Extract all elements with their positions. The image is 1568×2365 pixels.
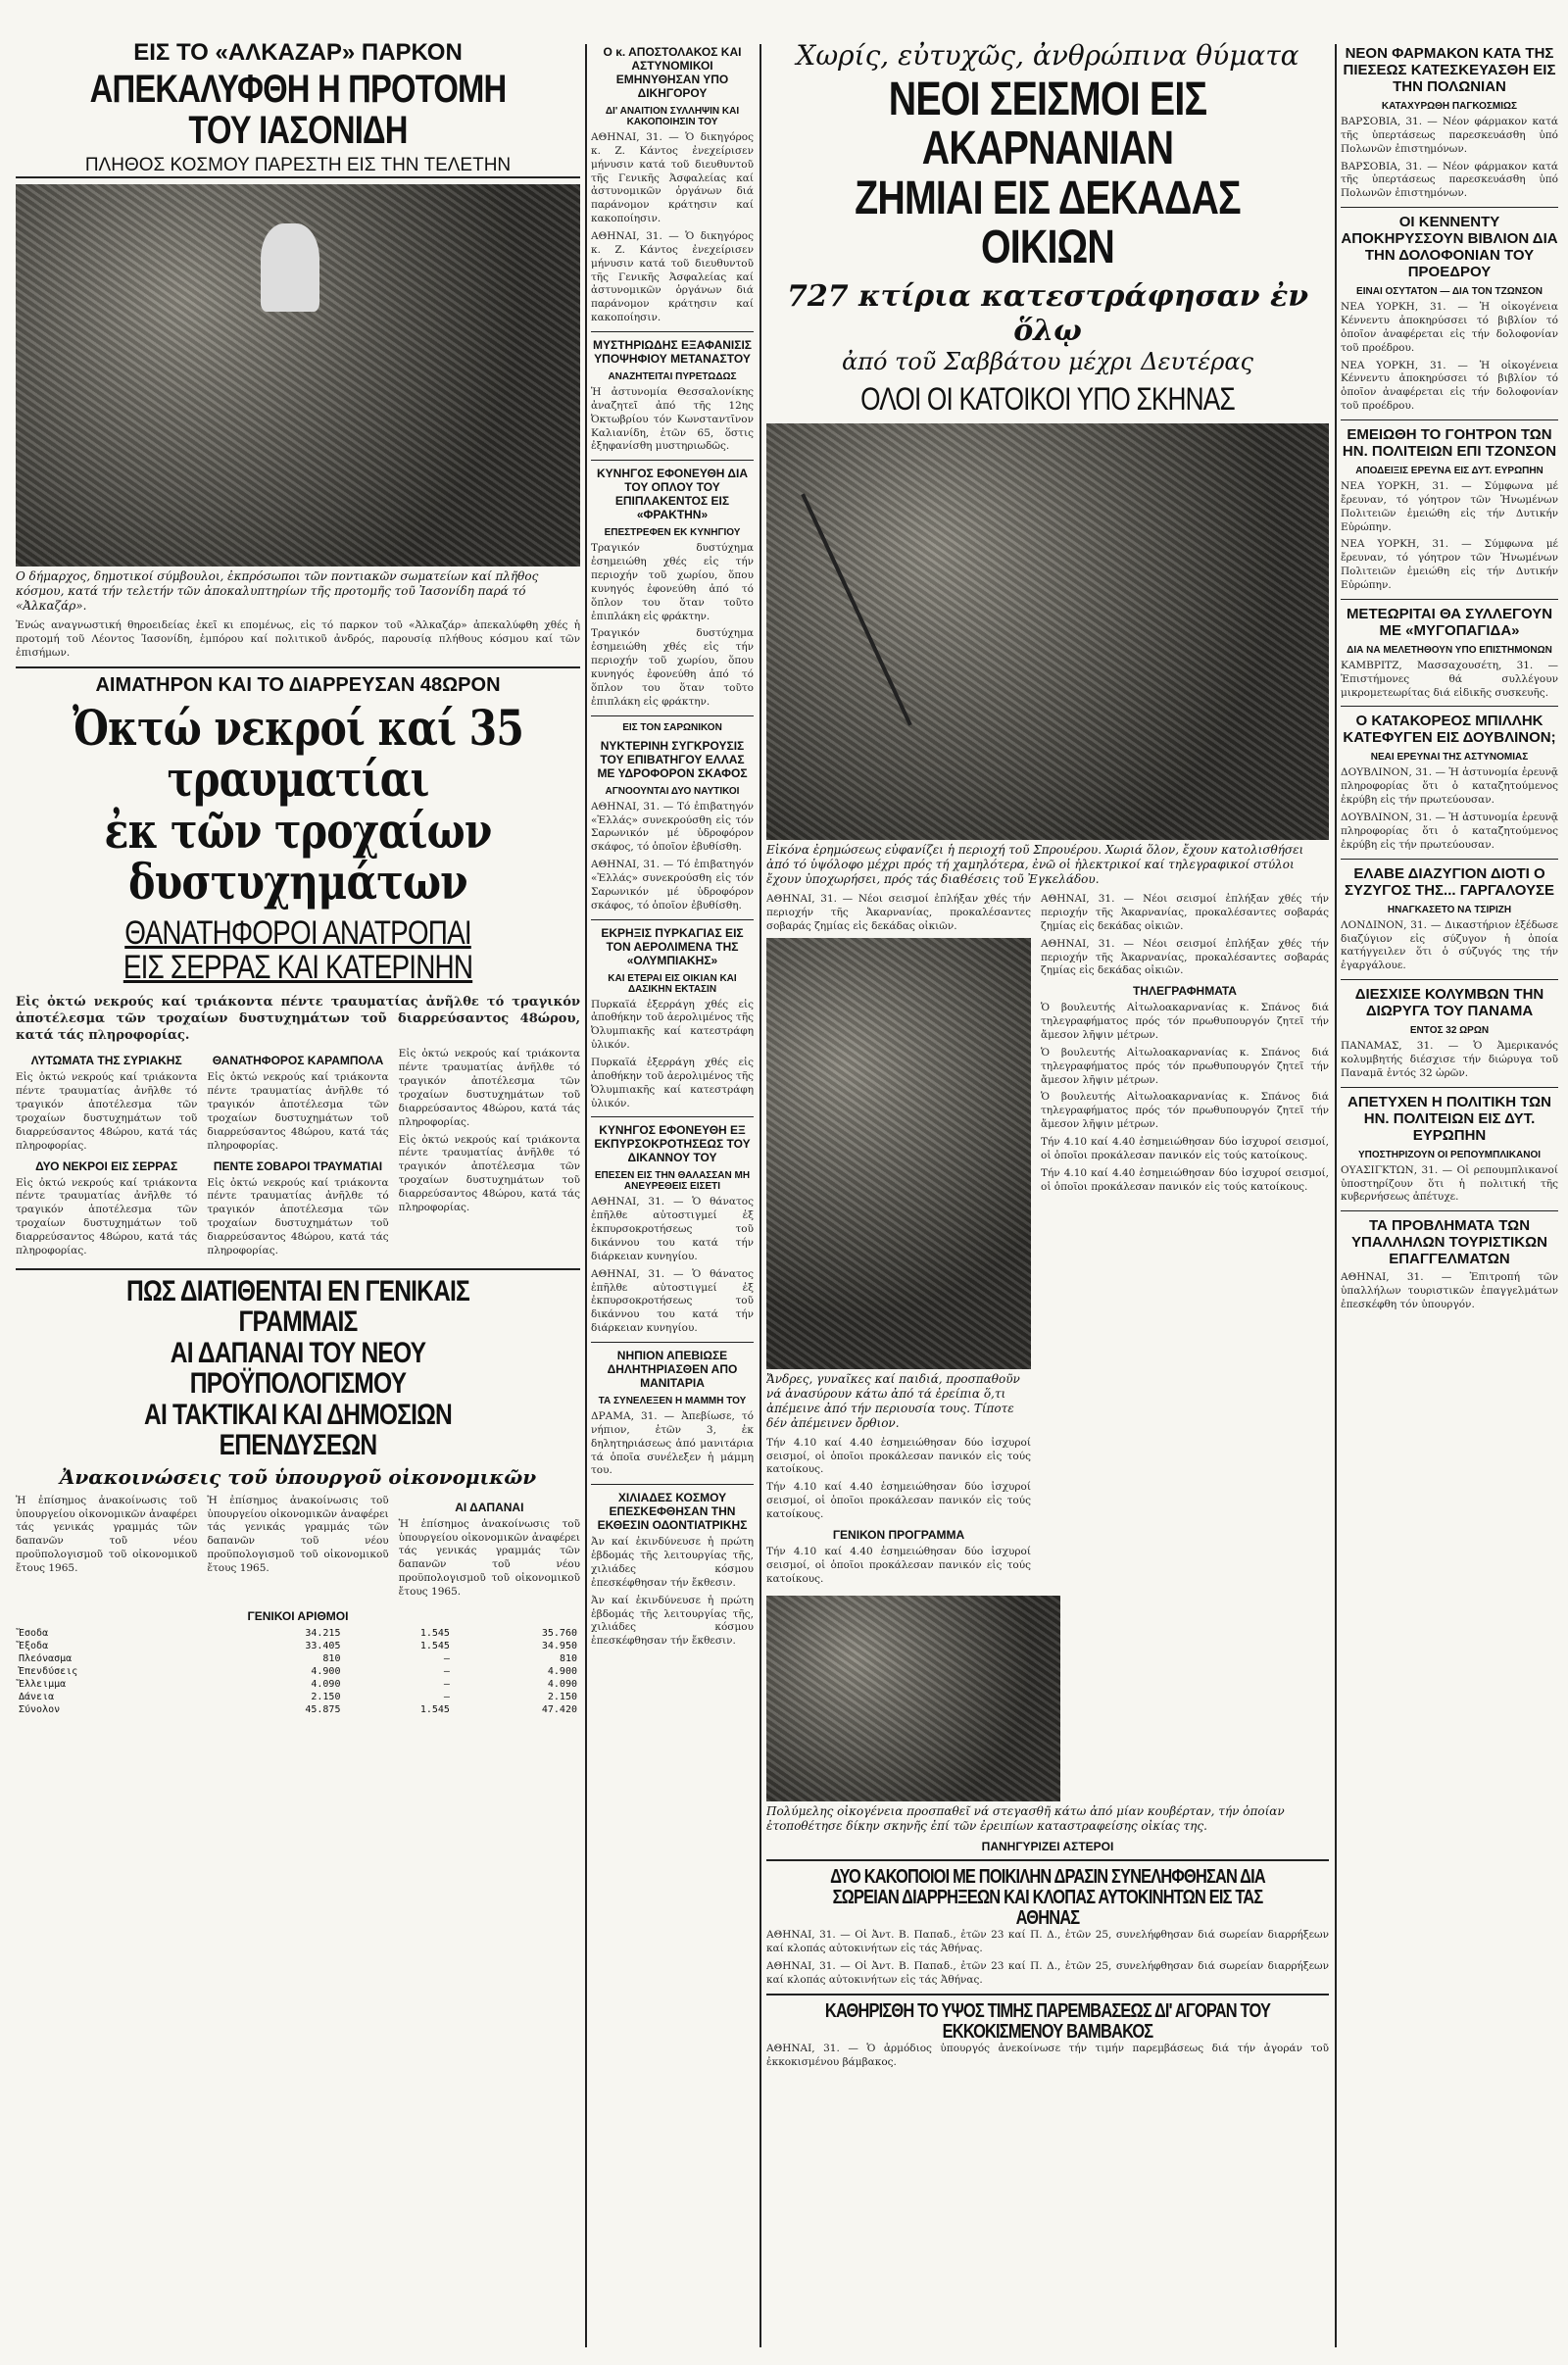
program-subhead: ΓΕΝΙΚΟΝ ΠΡΟΓΡΑΜΜΑ (832, 1527, 965, 1542)
prestige-body: ΝΕΑ ΥΟΡΚΗ, 31. — Σύμφωνα μέ ἔρευναν, τό γόητρον τῶν Ἡνωμένων Πολιτειῶν ἐμειώθη εἰς τήν Δυτικήν Εὐρώπην. (1341, 480, 1558, 533)
divorce-headline: ΕΛΑΒΕ ΔΙΑΖΥΓΙΟΝ ΔΙΟΤΙ Ο ΣΥΖΥΓΟΣ ΤΗΣ... ΓΑΡΓΑΛΟΥΣΕ (1345, 864, 1554, 899)
ceremony-photo (16, 184, 580, 567)
prestige-subhead: ΑΠΟΔΕΙΞΙΣ ΕΡΕΥΝΑ ΕΙΣ ΔΥΤ. ΕΥΡΩΠΗΝ (1355, 466, 1544, 477)
budget-subhead: ΑΙ ΔΑΠΑΝΑΙ (455, 1500, 524, 1514)
traffic-headline-2: ἐκ τῶν τροχαίων δυστυχημάτων (104, 801, 492, 912)
traffic-story-text: Εἰς ὀκτώ νεκρούς καί τριάκοντα πέντε τραυματίας ἀνῆλθε τό τραγικόν ἀποτέλεσμα τῶν τροχαίων δυστυχημάτων τοῦ διαρρεύσαντος 48ώρου, κατά τάς πληροφορίας. (16, 1176, 198, 1256)
budget-table-row (16, 1640, 580, 1652)
tourism-headline: ΤΑ ΠΡΟΒΛΗΜΑΤΑ ΤΩΝ ΥΠΑΛΛΗΛΩΝ ΤΟΥΡΙΣΤΙΚΩΝ ΕΠΑΓΓΕΛΜΑΤΩΝ (1351, 1217, 1547, 1268)
us-policy-headline: ΑΠΕΤΥΧΕΝ Η ΠΟΛΙΤΙΚΗ ΤΩΝ ΗΝ. ΠΟΛΙΤΕΙΩΝ ΕΙΣ ΔΥΤ. ΕΥΡΩΠΗΝ (1347, 1093, 1552, 1144)
billik-body: ΔΟΥΒΛΙΝΟΝ, 31. — Ἡ ἀστυνομία ἐρευνᾷ πληροφορίας ὅτι ὁ καταζητούμενος ἐκρύβη εἰς τήν πρωτεύουσαν. (1341, 812, 1558, 851)
celebration-subhead: ΠΑΝΗΓΥΡΙΖΕΙ ΑΣΤΕΡΟΙ (981, 1840, 1114, 1854)
traffic-story-text: Εἰς ὀκτώ νεκρούς καί τριάκοντα πέντε τραυματίας ἀνῆλθε τό τραγικόν ἀποτέλεσμα τῶν τροχαίων δυστυχημάτων τοῦ διαρρεύσαντος 48ώρου, κατά τάς πληροφορίας. (16, 1071, 198, 1152)
fatal-headline-1: ΘΑΝΑΤΗΦΟΡΟΙ ΑΝΑΤΡΟΠΑΙ (124, 913, 471, 952)
panama-headline: ΔΙΕΣΧΙΣΕ ΚΟΛΥΜΒΩΝ ΤΗΝ ΔΙΩΡΥΓΑ ΤΟΥ ΠΑΝΑΜΑ (1354, 986, 1544, 1020)
budget-table-cell: 45.875 (305, 1703, 341, 1715)
bust-subhead: ΠΛΗΘΟΣ ΚΟΣΜΟΥ ΠΑΡΕΣΤΗ ΕΙΣ ΤΗΝ ΤΕΛΕΤΗΝ (16, 155, 580, 178)
quake-body: Ὁ βουλευτής Αἰτωλοακαρνανίας κ. Σπάνος διά τηλεγραφήματος πρός τόν πρωθυπουργόν ζητεῖ τήν ἄμεσον λῆψιν μέτρων. (1041, 1046, 1329, 1086)
collision-body: ΑΘΗΝΑΙ, 31. — Τό ἐπιβατηγόν «Ἑλλάς» συνεκρούσθη εἰς τόν Σαρωνικόν μέ ὑδροφόρον σκάφος, τό ὁποῖον ἐβυθίσθη. (591, 800, 754, 854)
cotton-headline: ΚΑΘΗΡΙΣΘΗ ΤΟ ΥΨΟΣ ΤΙΜΗΣ ΠΑΡΕΜΒΑΣΕΩΣ ΔΙ' ΑΓΟΡΑΝ ΤΟΥ ΕΚΚΟΚΙΣΜΕΝΟΥ ΒΑΜΒΑΚΟΣ (824, 1999, 1271, 2043)
fire-body: Πυρκαϊά ἐξερράγη χθές εἰς ἀποθήκην τοῦ ἀερολιμένος τῆς Ὀλυμπιακῆς καί κατεστράφη ὑλικόν. (591, 998, 754, 1052)
budget-table-row (16, 1678, 580, 1691)
collision-subhead: ΑΓΝΟΟΥΝΤΑΙ ΔΥΟ ΝΑΥΤΙΚΟΙ (605, 785, 740, 797)
traffic-subhead: ΠΕΝΤΕ ΣΟΒΑΡΟΙ ΤΡΑΥΜΑΤΙΑΙ (213, 1158, 383, 1173)
column-2 (591, 39, 754, 1652)
kennedy-subhead: ΕΙΝΑΙ ΟΣΥΤΑΤΟΝ — ΔΙΑ ΤΟΝ ΤΖΩΝΣΟΝ (1356, 286, 1543, 298)
budget-table-row (16, 1665, 580, 1678)
quake-body: Ὁ βουλευτής Αἰτωλοακαρνανίας κ. Σπάνος διά τηλεγραφήματος πρός τόν πρωθυπουργόν ζητεῖ τήν ἄμεσον λῆψιν μέτρων. (1041, 1091, 1329, 1131)
prestige-body: ΝΕΑ ΥΟΡΚΗ, 31. — Σύμφωνα μέ ἔρευναν, τό γόητρον τῶν Ἡνωμένων Πολιτειῶν ἐμειώθη εἰς τήν Δυτικήν Εὐρώπην. (1341, 538, 1558, 592)
quake-headline-2: ΖΗΜΙΑΙ ΕΙΣ ΔΕΚΑΔΑΣ ΟΙΚΙΩΝ (855, 172, 1241, 274)
bust-statue-shape (261, 223, 319, 312)
quake-body: ΑΘΗΝΑΙ, 31. — Νέοι σεισμοί ἐπλήξαν χθές τήν περιοχήν τῆς Ἀκαρνανίας, προκαλέσαντες σοβαράς ζημίας εἰς δεκάδας οἰκιῶν. (766, 893, 1031, 932)
divorce-body: ΛΟΝΔΙΝΟΝ, 31. — Δικαστήριον ἐξέδωσε διαζύγιον εἰς σύζυγον ἡ ὁποία κατήγγειλεν ὅτι ὁ σύζυγός της τήν ἐγαργάλουε. (1341, 918, 1558, 972)
quake-headline-1: ΝΕΟΙ ΣΕΙΣΜΟΙ ΕΙΣ ΑΚΑΡΝΑΝΙΑΝ (888, 74, 1207, 175)
budget-table-title: ΓΕΝΙΚΟΙ ΑΡΙΘΜΟΙ (247, 1608, 349, 1623)
budget-body: Ἡ ἐπίσημος ἀνακοίνωσις τοῦ ὑπουργείου οἰκονομικῶν ἀναφέρει τάς γενικάς γραμμάς τῶν δαπανῶν τοῦ νέου προϋπολογισμοῦ τοῦ οἰκονομικοῦ ἔτους 1965. (16, 1494, 198, 1575)
quake-body: Τήν 4.10 καί 4.40 ἐσημειώθησαν δύο ἰσχυροί σεισμοί, οἱ ὁποῖοι προκάλεσαν πανικόν εἰς τούς κατοίκους. (766, 1481, 1031, 1521)
lawyer-headline: Ο κ. ΑΠΟΣΤΟΛΑΚΟΣ ΚΑΙ ΑΣΤΥΝΟΜΙΚΟΙ ΕΜΗΝΥΘΗΣΑΝ ΥΠΟ ΔΙΚΗΓΟΡΟΥ (603, 45, 742, 100)
budget-table-cell: 34.950 (541, 1640, 577, 1651)
column-4 (1341, 39, 1558, 1316)
drug-headline: ΝΕΟΝ ΦΑΡΜΑΚΟΝ ΚΑΤΑ ΤΗΣ ΠΙΕΣΕΩΣ ΚΑΤΕΣΚΕΥΑΣΘΗ ΕΙΣ ΤΗΝ ΠΟΛΩΝΙΑΝ (1343, 45, 1556, 95)
budget-table-cell: Πλεόνασμα (19, 1652, 73, 1664)
budget-table-cell: 810 (559, 1652, 577, 1664)
bust-story-body: Ἐνώς αναγνωστική θηροειδείας ἐκεῖ κι επομένως, εἰς τό παρκον τοῦ «Ἀλκαζάρ» ἀπεκαλύφθη χθές ἡ προτομή τοῦ Λέοντος Ἰασονίδη, ἐμπόρου καί πολιτικοῦ ἀνδρός, παρουσίᾳ πλήθους κόσμου καί τῶν ἐπισήμων. (16, 619, 580, 659)
hunter-subhead: ΕΠΕΣΤΡΕΦΕΝ ΕΚ ΚΥΝΗΓΙΟΥ (604, 527, 741, 539)
budget-table-cell: 35.760 (541, 1627, 577, 1639)
shotgun-subhead: ΕΠΕΣΕΝ ΕΙΣ ΤΗΝ ΘΑΛΑΣΣΑΝ ΜΗ ΑΝΕΥΡΕΘΕΙΣ ΕΙΣΕΤΙ (594, 1170, 751, 1193)
exhibition-body: Ἀν καί ἐκινδύνευσε ἡ πρώτη ἑβδομάς τῆς λειτουργίας τῆς, χιλιάδες κόσμου ἐπεσκέφθησαν τήν ἔκθεσιν. (591, 1536, 754, 1589)
drug-body: ΒΑΡΣΟΒΙΑ, 31. — Νέον φάρμακον κατά τῆς ὑπερτάσεως παρεσκευάσθη ὑπό Πολωνῶν ἐπιστημόνων. (1341, 160, 1558, 200)
emigrant-subhead: ΑΝΑΖΗΤΕΙΤΑΙ ΠΥΡΕΤΩΔΩΣ (608, 371, 737, 383)
budget-headline-2: ΑΙ ΔΑΠΑΝΑΙ ΤΟΥ ΝΕΟΥ ΠΡΟΫΠΟΛΟΓΙΣΜΟΥ (170, 1336, 426, 1401)
collision-headline: ΝΥΚΤΕΡΙΝΗ ΣΥΓΚΡΟΥΣΙΣ ΤΟΥ ΕΠΙΒΑΤΗΓΟΥ ΕΛΛΑΣ ΜΕ ΥΔΡΟΦΟΡΟΝ ΣΚΑΦΟΣ (597, 738, 748, 780)
budget-table-cell: 33.405 (305, 1640, 341, 1651)
budget-table-cell: Δάνεια (19, 1691, 55, 1702)
budget-body: Ἡ ἐπίσημος ἀνακοίνωσις τοῦ ὑπουργείου οἰκονομικῶν ἀναφέρει τάς γενικάς γραμμάς τῶν δαπανῶν τοῦ νέου προϋπολογισμοῦ τοῦ οἰκονομικοῦ ἔτους 1965. (398, 1517, 580, 1599)
budget-headline-1: ΠΩΣ ΔΙΑΤΙΘΕΝΤΑΙ ΕΝ ΓΕΝΙΚΑΙΣ ΓΡΑΜΜΑΙΣ (125, 1274, 470, 1339)
burglars-body: ΑΘΗΝΑΙ, 31. — Οἱ Ἀντ. Β. Παπαδ., ἐτῶν 23 καί Π. Δ., ἐτῶν 25, συνελήφθησαν διά σωρείαν διαρρήξεων καί κλοπάς αὐτοκινήτων εἰς τάς Ἀθήνας. (766, 1960, 1329, 1987)
lawyer-body: ΑΘΗΝΑΙ, 31. — Ὁ δικηγόρος κ. Ζ. Κάντος ἐνεχείρισεν μήνυσιν κατά τοῦ διευθυντοῦ τῆς Γενικῆς Ἀσφαλείας καί ἀστυνομικῶν ὀργάνων διά παράνομον κράτησιν καί κακοποίησιν. (591, 131, 754, 225)
budget-table-cell: 2.150 (311, 1691, 341, 1702)
lawyer-subhead: ΔΙ' ΑΝΑΙΤΙΟΝ ΣΥΛΛΗΨΙΝ ΚΑΙ ΚΑΚΟΠΟΙΗΣΙΝ ΤΟΥ (605, 106, 740, 127)
budget-table-row (16, 1691, 580, 1703)
tent-family-caption: Πολύμελης οἰκογένεια προσπαθεῖ νά στεγασθῆ κάτω ἀπό μίαν κουβέρταν, τήν ὁποίαν ἐτοποθέτησε δίκην σκηνῆς ἐπί τῶν ἐρειπίων καταστραφείσης οἰκίας της. (766, 1804, 1285, 1834)
quake-italic-2: ἀπό τοῦ Σαββάτου μέχρι Δευτέρας (842, 347, 1253, 375)
traffic-story-text: Εἰς ὀκτώ νεκρούς καί τριάκοντα πέντε τραυματίας ἀνῆλθε τό τραγικόν ἀποτέλεσμα τῶν τροχαίων δυστυχημάτων τοῦ διαρρεύσαντος 48ώρου, κατά τάς πληροφορίας. (207, 1071, 389, 1152)
us-policy-body: ΟΥΑΣΙΓΚΤΩΝ, 31. — Οἱ ρεπουμπλικανοί ὑποστηρίζουν ὅτι ἡ πολιτική τῆς κυβερνήσεως ἀπέτυχε. (1341, 1163, 1558, 1204)
shotgun-headline: ΚΥΝΗΓΟΣ ΕΦΟΝΕΥΘΗ ΕΞ ΕΚΠΥΡΣΟΚΡΟΤΗΣΕΩΣ ΤΟΥ ΔΙΚΑΝΝΟΥ ΤΟΥ (594, 1123, 751, 1165)
budget-table (16, 1627, 580, 1716)
budget-table-cell: Ἔλλειμμα (19, 1678, 67, 1690)
budget-table-cell: — (443, 1678, 450, 1690)
alcazar-kicker: ΕΙΣ ΤΟ «ΑΛΚΑΖΑΡ» ΠΑΡΚΟΝ (133, 39, 463, 66)
budget-table-cell: 4.090 (547, 1678, 577, 1690)
budget-table-cell: 4.900 (547, 1665, 577, 1677)
telegrams-subhead: ΤΗΛΕΓΡΑΦΗΜΑΤΑ (1133, 984, 1237, 999)
budget-table-cell: Ἐπενδύσεις (19, 1665, 78, 1677)
shotgun-body: ΑΘΗΝΑΙ, 31. — Ὁ θάνατος ἐπῆλθε αὐτοστιγμεί ἐξ ἐκπυρσοκροτήσεως τοῦ δικάννου του κατά τήν διάρκειαν κυνηγίου. (591, 1196, 754, 1262)
exhibition-body: Ἀν καί ἐκινδύνευσε ἡ πρώτη ἑβδομάς τῆς λειτουργίας τῆς, χιλιάδες κόσμου ἐπεσκέφθησαν τήν ἔκθεσιν. (591, 1594, 754, 1648)
ceremony-photo-caption: Ο δήμαρχος, δημοτικοί σύμβουλοι, ἐκπρόσωποι τῶν ποντιακῶν σωματείων καί πλῆθος κόσμου, κατά τήν τελετήν τῶν ἀποκαλυπτηρίων τῆς προτομῆς τοῦ Ἰασονίδη παρά τό «Ἀλκαζάρ». (16, 569, 539, 613)
meteorite-headline: ΜΕΤΕΩΡΙΤΑΙ ΘΑ ΣΥΛΛΕΓΟΥΝ ΜΕ «ΜΥΓΟΠΑΓΙΔΑ» (1346, 605, 1553, 639)
landslide-photo (766, 423, 1329, 840)
mushroom-headline: ΝΗΠΙΟΝ ΑΠΕΒΙΩΣΕ ΔΗΛΗΤΗΡΙΑΣΘΕΝ ΑΠΟ ΜΑΝΙΤΑΡΙΑ (607, 1348, 738, 1390)
quake-story-area (766, 893, 1329, 1590)
mushroom-subhead: ΤΑ ΣΥΝΕΛΕΞΕΝ Η ΜΑΜΜΗ ΤΟΥ (598, 1395, 747, 1406)
emigrant-body: Ἡ ἀστυνομία Θεσσαλονίκης ἀναζητεῖ ἀπό τῆς 12ης Ὀκτωβρίου τόν Κωνσταντῖνον Καλιανίδη, ἐτῶν 65, ὅστις ἐξηφανίσθη μυστηριωδῶς. (591, 386, 754, 453)
billik-headline: Ο ΚΑΤΑΚΟΡΕΟΣ ΜΠΙΛΛΗΚ ΚΑΤΕΦΥΓΕΝ ΕΙΣ ΔΟΥΒΛΙΝΟΝ; (1343, 713, 1556, 747)
budget-table-cell: 34.215 (305, 1627, 341, 1639)
traffic-story-columns (16, 1048, 580, 1261)
kennedy-body: ΝΕΑ ΥΟΡΚΗ, 31. — Ἡ οἰκογένεια Κέννεντυ ἀποκηρύσσει τό βιβλίον τό ὁποῖον ἀναφέρεται εἰς τήν δολοφονίαν τοῦ προέδρου. (1341, 359, 1558, 413)
quake-body: Τήν 4.10 καί 4.40 ἐσημειώθησαν δύο ἰσχυροί σεισμοί, οἱ ὁποῖοι προκάλεσαν πανικόν εἰς τούς κατοίκους. (1041, 1136, 1329, 1161)
budget-table-row (16, 1652, 580, 1665)
budget-table-cell: 1.545 (419, 1703, 450, 1715)
drug-subhead: ΚΑΤΑΧΥΡΩΘΗ ΠΑΓΚΟΣΜΙΩΣ (1381, 101, 1518, 112)
hunter-body: Τραγικόν δυστύχημα ἐσημειώθη χθές εἰς τήν περιοχήν τοῦ χωρίου, ὅπου κυνηγός ἐφονεύθη ἀπό τό ὅπλον του ὅταν τοῦτο ἐπιπλάκη εἰς φράκτην. (591, 627, 754, 708)
budget-table-cell: 2.150 (547, 1691, 577, 1702)
collision-body: ΑΘΗΝΑΙ, 31. — Τό ἐπιβατηγόν «Ἑλλάς» συνεκρούσθη εἰς τόν Σαρωνικόν μέ ὑδροφόρον σκάφος, τό ὁποῖον ἐβυθίσθη. (591, 859, 754, 912)
quake-body: ΑΘΗΝΑΙ, 31. — Νέοι σεισμοί ἐπλήξαν χθές τήν περιοχήν τῆς Ἀκαρνανίας, προκαλέσαντες σοβαράς ζημίας εἰς δεκάδας οἰκιῶν. (1041, 937, 1329, 977)
traffic-headline-1: Ὀκτώ νεκροί καί 35 τραυματίαι (72, 698, 524, 809)
budget-body: Ἡ ἐπίσημος ἀνακοίνωσις τοῦ ὑπουργείου οἰκονομικῶν ἀναφέρει τάς γενικάς γραμμάς τῶν δαπανῶν τοῦ νέου προϋπολογισμοῦ τοῦ οἰκονομικοῦ ἔτους 1965. (207, 1494, 389, 1575)
traffic-story-text: Εἰς ὀκτώ νεκρούς καί τριάκοντα πέντε τραυματίας ἀνῆλθε τό τραγικόν ἀποτέλεσμα τῶν τροχαίων δυστυχημάτων τοῦ διαρρεύσαντος 48ώρου, κατά τάς πληροφορίας. (398, 1048, 580, 1128)
traffic-kicker: ΑΙΜΑΤΗΡΟΝ ΚΑΙ ΤΟ ΔΙΑΡΡΕΥΣΑΝ 48ΩΡΟΝ (95, 673, 501, 696)
traffic-lead: Εἰς ὀκτώ νεκρούς καί τριάκοντα πέντε τραυματίας ἀνῆλθε τό τραγικόν ἀποτέλεσμα τῶν τροχαίων δυστυχημάτων τοῦ διαρρεύσαντος 48ώρου, κατά τάς πληροφορίας. (16, 994, 580, 1044)
budget-table-cell: 4.900 (311, 1665, 341, 1677)
cotton-body: ΑΘΗΝΑΙ, 31. — Ὁ ἁρμόδιος ὑπουργός ἀνεκοίνωσε τήν τιμήν παρεμβάσεως διά τήν ἀγοράν τοῦ ἐκκοκισμένου βάμβακος. (766, 2042, 1329, 2068)
meteorite-subhead: ΔΙΑ ΝΑ ΜΕΛΕΤΗΘΟΥΝ ΥΠΟ ΕΠΙΣΤΗΜΟΝΩΝ (1347, 644, 1552, 656)
hunter-headline: ΚΥΝΗΓΟΣ ΕΦΟΝΕΥΘΗ ΔΙΑ ΤΟΥ ΟΠΛΟΥ ΤΟΥ ΕΠΙΠΛΑΚΕΝΤΟΣ ΕΙΣ «ΦΡΑΚΤΗΝ» (596, 467, 748, 522)
fire-body: Πυρκαϊά ἐξερράγη χθές εἰς ἀποθήκην τοῦ ἀερολιμένος τῆς Ὀλυμπιακῆς καί κατεστράφη ὑλικόν. (591, 1056, 754, 1109)
billik-body: ΔΟΥΒΛΙΝΟΝ, 31. — Ἡ ἀστυνομία ἐρευνᾷ πληροφορίας ὅτι ὁ καταζητούμενος ἐκρύβη εἰς τήν πρωτεύουσαν. (1341, 766, 1558, 807)
budget-table-cell: — (443, 1691, 450, 1702)
budget-table-cell: — (443, 1665, 450, 1677)
column-1 (16, 39, 580, 1716)
bust-headline: ΑΠΕΚΑΛΥΦΘΗ Η ΠΡΟΤΟΜΗ ΤΟΥ ΙΑΣΟΝΙΔΗ (89, 68, 507, 152)
traffic-story-text: Εἰς ὀκτώ νεκρούς καί τριάκοντα πέντε τραυματίας ἀνῆλθε τό τραγικόν ἀποτέλεσμα τῶν τροχαίων δυστυχημάτων τοῦ διαρρεύσαντος 48ώρου, κατά τάς πληροφορίας. (398, 1133, 580, 1213)
budget-table-cell: Σύνολον (19, 1703, 61, 1715)
traffic-subhead: ΔΥΟ ΝΕΚΡΟΙ ΕΙΣ ΣΕΡΡΑΣ (35, 1158, 178, 1173)
panama-body: ΠΑΝΑΜΑΣ, 31. — Ὁ Ἀμερικανός κολυμβητής διέσχισε τήν διώρυγα τοῦ Παναμᾶ ἐντός 32 ὡρῶν. (1341, 1040, 1558, 1079)
panama-subhead: ΕΝΤΟΣ 32 ΩΡΩΝ (1409, 1025, 1490, 1037)
budget-table-cell: Ἔξοδα (19, 1640, 49, 1651)
budget-table-cell: — (443, 1652, 450, 1664)
fire-headline: ΕΚΡΗΞΙΣ ΠΥΡΚΑΓΙΑΣ ΕΙΣ ΤΟΝ ΑΕΡΟΛΙΜΕΝΑ ΤΗΣ «ΟΛΥΜΠΙΑΚΗΣ» (601, 925, 744, 967)
budget-story-columns (16, 1495, 580, 1603)
emigrant-headline: ΜΥΣΤΗΡΙΩΔΗΣ ΕΞΑΦΑΝΙΣΙΣ ΥΠΟΨΗΦΙΟΥ ΜΕΤΑΝΑΣΤΟΥ (593, 338, 752, 367)
landslide-photo-caption: Εἰκόνα ἐρημώσεως εὐφανίζει ἡ περιοχή τοῦ Σπρουέρου. Χωριά ὅλον, ἔχουν κατολισθήσει ἀπό τό ὑψόλοφο μέχρι πρός τή χαμηλότερα, ἐνῶ οἱ ἠλεκτρικοί καί τηλεγραφικοί στύλοι ἔχουν ὑποχωρήσει, πρός τάς διαθέσεις τοῦ Ἐγκελάδου. (766, 843, 1304, 887)
budget-table-cell: 4.090 (311, 1678, 341, 1690)
drug-body: ΒΑΡΣΟΒΙΑ, 31. — Νέον φάρμακον κατά τῆς ὑπερτάσεως παρεσκευάσθη ὑπό Πολωνῶν ἐπιστημόνων. (1341, 116, 1558, 155)
kennedy-headline: ΟΙ ΚΕΝΝΕΝΤΥ ΑΠΟΚΗΡΥΣΣΟΥΝ ΒΙΒΛΙΟΝ ΔΙΑ ΤΗΝ ΔΟΛΟΦΟΝΙΑΝ ΤΟΥ ΠΡΟΕΔΡΟΥ (1341, 214, 1558, 281)
budget-table-row (16, 1703, 580, 1716)
quake-body: Τήν 4.10 καί 4.40 ἐσημειώθησαν δύο ἰσχυροί σεισμοί, οἱ ὁποῖοι προκάλεσαν πανικόν εἰς τούς κατοίκους. (1041, 1166, 1329, 1193)
quake-kicker: Χωρίς, εὐτυχῶς, ἀνθρώπινα θύματα (796, 39, 1299, 72)
traffic-story-text: Εἰς ὀκτώ νεκρούς καί τριάκοντα πέντε τραυματίας ἀνῆλθε τό τραγικόν ἀποτέλεσμα τῶν τροχαίων δυστυχημάτων τοῦ διαρρεύσαντος 48ώρου, κατά τάς πληροφορίας. (207, 1176, 389, 1256)
divorce-subhead: ΗΝΑΓΚΑΣΕΤΟ ΝΑ ΤΣΙΡΙΖΗ (1387, 904, 1512, 915)
quake-body: ΑΘΗΝΑΙ, 31. — Νέοι σεισμοί ἐπλήξαν χθές τήν περιοχήν τῆς Ἀκαρνανίας, προκαλέσαντες σοβαράς ζημίας εἰς δεκάδας οἰκιῶν. (1041, 893, 1329, 932)
burglars-headline: ΔΥΟ ΚΑΚΟΠΟΙΟΙ ΜΕ ΠΟΙΚΙΛΗΝ ΔΡΑΣΙΝ ΣΥΝΕΛΗΦΘΗΣΑΝ ΔΙΑ ΣΩΡΕΙΑΝ ΔΙΑΡΡΗΞΕΩΝ ΚΑΙ ΚΛΟΠΑΣ ΑΥΤΟΚΙΝΗΤΩΝ ΕΙΣ ΤΑΣ ΑΘΗΝΑΣ (830, 1866, 1265, 1930)
saronic-tag: ΕΙΣ ΤΟΝ ΣΑΡΩΝΙΚΟΝ (622, 721, 722, 733)
traffic-subhead: ΛΥΤΩΜΑΤΑ ΤΗΣ ΣΥΡΙΑΚΗΣ (30, 1054, 182, 1068)
meteorite-body: ΚΑΜΒΡΙΤΖ, Μασσαχουσέτη, 31. — Ἐπιστήμονες θά συλλέγουν μικρομετεωρίτας διά εἰδικῆς συσκευῆς. (1341, 659, 1558, 699)
fire-subhead: ΚΑΙ ΕΤΕΡΑΙ ΕΙΣ ΟΙΚΙΑΝ ΚΑΙ ΔΑΣΙΚΗΝ ΕΚΤΑΣΙΝ (608, 972, 737, 995)
quake-headline-3: ΟΛΟΙ ΟΙ ΚΑΤΟΙΚΟΙ ΥΠΟ ΣΚΗΝΑΣ (860, 380, 1235, 417)
quake-body: Τήν 4.10 καί 4.40 ἐσημειώθησαν δύο ἰσχυροί σεισμοί, οἱ ὁποῖοι προκάλεσαν πανικόν εἰς τούς κατοίκους. (766, 1545, 1031, 1585)
column-3 (766, 39, 1329, 2074)
lawyer-body: ΑΘΗΝΑΙ, 31. — Ὁ δικηγόρος κ. Ζ. Κάντος ἐνεχείρισεν μήνυσιν κατά τοῦ διευθυντοῦ τῆς Γενικῆς Ἀσφαλείας καί ἀστυνομικῶν ὀργάνων διά παράνομον κράτησιν καί κακοποίησιν. (591, 230, 754, 324)
tent-family-photo (766, 1596, 1060, 1801)
hunter-body: Τραγικόν δυστύχημα ἐσημειώθη χθές εἰς τήν περιοχήν τοῦ χωρίου, ὅπου κυνηγός ἐφονεύθη ἀπό τό ὅπλον του ὅταν τοῦτο ἐπιπλάκη εἰς φράκτην. (591, 542, 754, 622)
kennedy-body: ΝΕΑ ΥΟΡΚΗ, 31. — Ἡ οἰκογένεια Κέννεντυ ἀποκηρύσσει τό βιβλίον τό ὁποῖον ἀναφέρεται εἰς τήν δολοφονίαν τοῦ προέδρου. (1341, 301, 1558, 354)
us-policy-subhead: ΥΠΟΣΤΗΡΙΖΟΥΝ ΟΙ ΡΕΠΟΥΜΠΛΙΚΑΝΟΙ (1357, 1149, 1541, 1160)
column-rule (1335, 44, 1337, 2347)
column-rule (585, 44, 587, 2347)
quake-body: Τήν 4.10 καί 4.40 ἐσημειώθησαν δύο ἰσχυροί σεισμοί, οἱ ὁποῖοι προκάλεσαν πανικόν εἰς τούς κατοίκους. (766, 1436, 1031, 1476)
fatal-headline-2: ΕΙΣ ΣΕΡΡΑΣ ΚΑΙ ΚΑΤΕΡΙΝΗΝ (122, 949, 473, 987)
budget-table-cell: 810 (322, 1652, 341, 1664)
traffic-subhead: ΘΑΝΑΤΗΦΟΡΟΣ ΚΑΡΑΜΠΟΛΑ (212, 1054, 384, 1068)
quake-body: Ὁ βουλευτής Αἰτωλοακαρνανίας κ. Σπάνος διά τηλεγραφήματος πρός τόν πρωθυπουργόν ζητεῖ τήν ἄμεσον λῆψιν μέτρων. (1041, 1002, 1329, 1042)
prestige-headline: ΕΜΕΙΩΘΗ ΤΟ ΓΟΗΤΡΟΝ ΤΩΝ ΗΝ. ΠΟΛΙΤΕΙΩΝ ΕΠΙ ΤΖΟΝΣΟΝ (1342, 426, 1557, 461)
budget-italic-sub: Ἀνακοινώσεις τοῦ ὑπουργοῦ οἰκονομικῶν (59, 1464, 537, 1489)
budget-table-cell: 47.420 (541, 1703, 577, 1715)
exhibition-headline: ΧΙΛΙΑΔΕΣ ΚΟΣΜΟΥ ΕΠΕΣΚΕΦΘΗΣΑΝ ΤΗΝ ΕΚΘΕΣΙΝ ΟΔΟΝΤΙΑΤΡΙΚΗΣ (597, 1491, 748, 1533)
burglars-body: ΑΘΗΝΑΙ, 31. — Οἱ Ἀντ. Β. Παπαδ., ἐτῶν 23 καί Π. Δ., ἐτῶν 25, συνελήφθησαν διά σωρείαν διαρρήξεων καί κλοπάς αὐτοκινήτων εἰς τάς Ἀθήνας. (766, 1929, 1329, 1955)
budget-headline-3: ΑΙ ΤΑΚΤΙΚΑΙ ΚΑΙ ΔΗΜΟΣΙΩΝ ΕΠΕΝΔΥΣΕΩΝ (143, 1398, 452, 1462)
ruins-photo (766, 938, 1031, 1369)
mushroom-body: ΔΡΑΜΑ, 31. — Ἀπεβίωσε, τό νήπιον, ἐτῶν 3, ἐκ δηλητηριάσεως ἀπό μανιτάρια τά ὁποῖα συνέλεξεν ἡ μάμμη του. (591, 1409, 754, 1477)
budget-table-row (16, 1627, 580, 1640)
quake-italic-1: 727 κτίρια κατεστράφησαν ἐν ὅλῳ (786, 278, 1309, 348)
budget-table-cell: 1.545 (419, 1640, 450, 1651)
budget-table-cell: Ἔσοδα (19, 1627, 49, 1639)
column-rule (760, 44, 761, 2347)
billik-subhead: ΝΕΑΙ ΕΡΕΥΝΑΙ ΤΗΣ ΑΣΤΥΝΟΜΙΑΣ (1370, 752, 1529, 764)
shotgun-body: ΑΘΗΝΑΙ, 31. — Ὁ θάνατος ἐπῆλθε αὐτοστιγμεί ἐξ ἐκπυρσοκροτήσεως τοῦ δικάννου του κατά τήν διάρκειαν κυνηγίου. (591, 1267, 754, 1335)
tourism-body: ΑΘΗΝΑΙ, 31. — Ἐπιτροπή τῶν ὑπαλλήλων τουριστικῶν ἐπαγγελμάτων ἐπεσκέφθη τόν ὑπουργόν. (1341, 1271, 1558, 1310)
ruins-photo-caption: Ἄνδρες, γυναῖκες καί παιδιά, προσπαθοῦν νά ἀνασύρουν κάτω ἀπό τά ἐρείπια ὅ,τι ἀπέμεινε ἀπό τήν περιουσία τους. Τίποτε δέν ἀπέμεινεν ὄρθιον. (766, 1371, 1020, 1430)
budget-table-cell: 1.545 (419, 1627, 450, 1639)
